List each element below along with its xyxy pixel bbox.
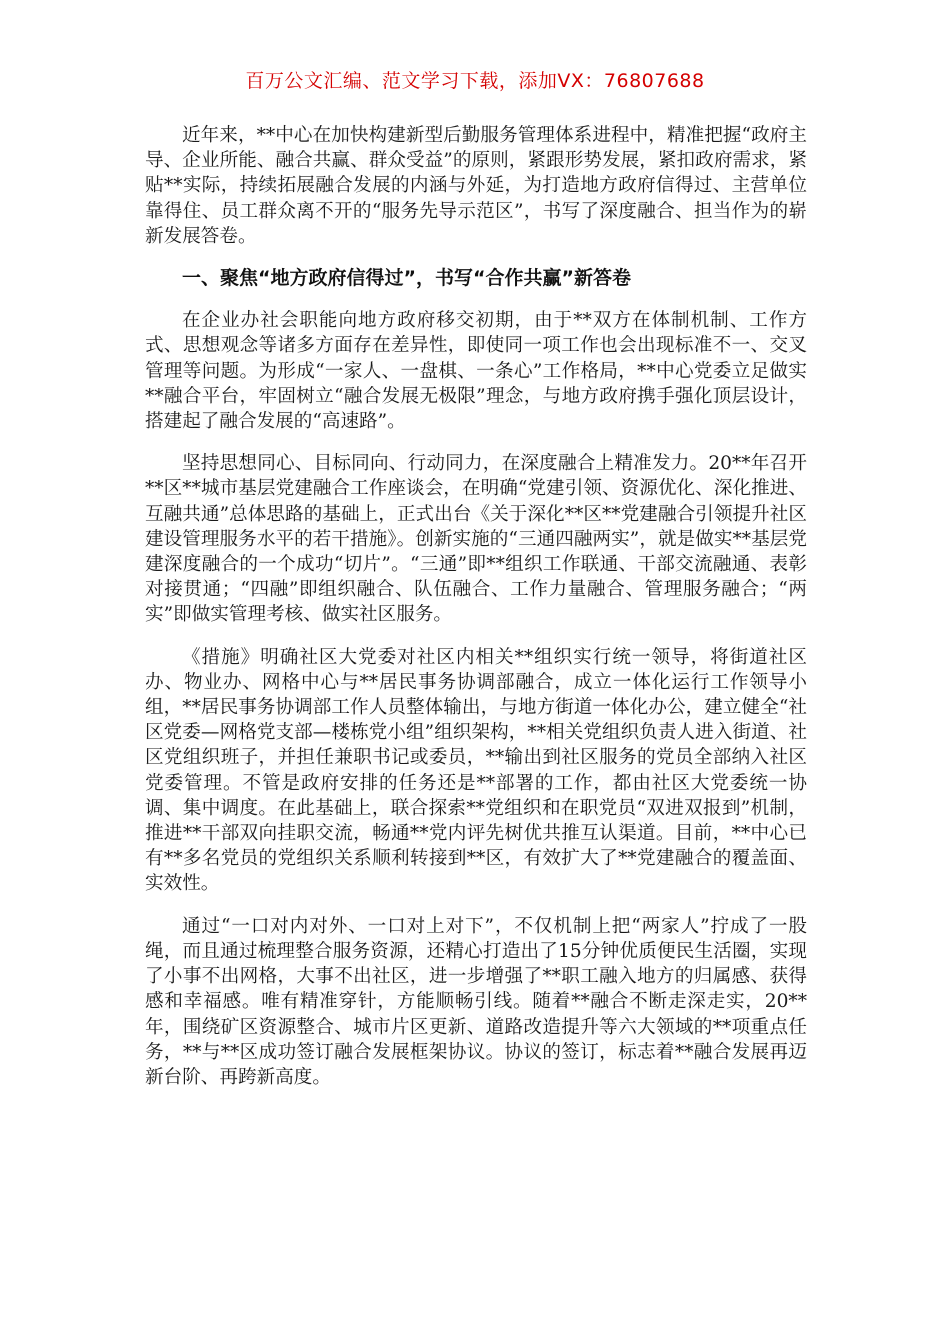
intro-paragraph: 近年来，**中心在加快构建新型后勤服务管理体系进程中，精准把握“政府主导、企业所能、融合共赢、群众受益”的原则，紧跟形势发展，紧扣政府需求，紧贴**实际，持续拓展融合发展的内涵与外延，为打造地方政府信得过、主营单位靠得住、员工群众离不开的“服务先导示范区”，书写了深度融合、担当作为的崭新发展答卷。 — [145, 125, 807, 247]
header-banner: 百万公文汇编、范文学习下载，添加VX：76807688 — [245, 70, 705, 92]
article-body — [145, 123, 807, 1107]
body-paragraph: 《措施》明确社区大党委对社区内相关**组织实行统一领导，将街道社区办、物业办、网格中心与**居民事务协调部融合，成立一体化运行工作领导小组，**居民事务协调部工作人员整体输出，与地方街道一体化办公，建立健全“社区党委—网格党支部—楼栋党小组”组织架构，**相关党组织负责人进入街道、社区党组织班子，并担任兼职书记或委员，**输出到社区服务的党员全部纳入社区党委管理。不管是政府安排的任务还是**部署的工作，都由社区大党委统一协调、集中调度。在此基础上，联合探索**党组织和在职党员“双进双报到”机制，推进**干部双向挂职交流，畅通**党内评先树优共推互认渠道。目前，**中心已有**多名党员的党组织关系顺利转接到**区，有效扩大了**党建融合的覆盖面、实效性。 — [145, 646, 807, 895]
body-paragraph: 通过“一口对内对外、一口对上对下”，不仅机制上把“两家人”拧成了一股绳，而且通过梳理整合服务资源，还精心打造出了15分钟优质便民生活圈，实现了小事不出网格，大事不出社区，进一步增强了**职工融入地方的归属感、获得感和幸福感。唯有精准穿针，方能顺畅引线。随着**融合不断走深走实，20**年，围绕矿区资源整合、城市片区更新、道路改造提升等六大领域的**项重点任务，**与**区成功签订融合发展框架协议。协议的签订，标志着**融合发展再迈新台阶、再跨新高度。 — [145, 915, 807, 1088]
body-paragraph: 在企业办社会职能向地方政府移交初期，由于**双方在体制机制、工作方式、思想观念等诸多方面存在差异性，即使同一项工作也会出现标准不一、交叉管理等问题。为形成“一家人、一盘棋、一条心”工作格局，**中心党委立足做实**融合平台，牢固树立“融合发展无极限”理念，与地方政府携手强化顶层设计，搭建起了融合发展的“高速路”。 — [145, 310, 807, 433]
section-heading: 一、聚焦“地方政府信得过”，书写“合作共赢”新答卷 — [182, 267, 631, 290]
body-paragraph: 坚持思想同心、目标同向、行动同力，在深度融合上精准发力。20**年召开**区**城市基层党建融合工作座谈会，在明确“党建引领、资源优化、深化推进、互融共通”总体思路的基础上，正式出台《关于深化**区**党建融合引领提升社区建设管理服务水平的若干措施》。创新实施的“三通四融两实”，就是做实**基层党建深度融合的一个成功“切片”。“三通”即**组织工作联通、干部交流融通、表彰对接贯通；“四融”即组织融合、队伍融合、工作力量融合、管理服务融合；“两实”即做实管理考核、做实社区服务。 — [145, 453, 807, 626]
